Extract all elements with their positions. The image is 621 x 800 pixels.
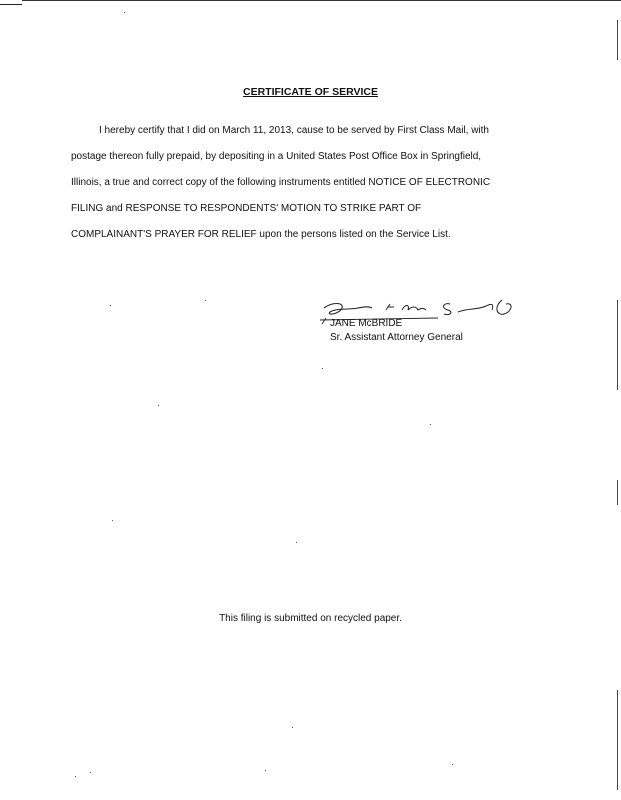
body-line: postage thereon fully prepaid, by depositing in a United States Post Office Box in Springfield,	[71, 151, 482, 162]
edge-mark	[617, 690, 618, 790]
document-title: CERTIFICATE OF SERVICE	[243, 86, 378, 98]
edge-mark	[617, 20, 618, 60]
body-line: I hereby certify that I did on March 11, 2013, cause to be served by First Class Mail, with	[99, 125, 489, 136]
scan-speck	[112, 520, 113, 521]
scan-speck	[430, 424, 431, 425]
scan-speck	[292, 727, 293, 728]
scan-speck	[75, 776, 76, 777]
scan-speck	[110, 305, 111, 306]
signer-title: Sr. Assistant Attorney General	[330, 332, 463, 343]
scan-speck	[322, 368, 323, 369]
scan-speck	[265, 770, 266, 771]
body-line: FILING and RESPONSE TO RESPONDENTS' MOTION TO STRIKE PART OF	[71, 203, 422, 214]
scan-speck	[205, 300, 206, 301]
body-line: Illinois, a true and correct copy of the following instruments entitled NOTICE OF ELECTRONIC	[71, 177, 491, 188]
edge-mark	[617, 480, 618, 505]
scan-speck	[124, 12, 125, 13]
scan-speck	[296, 542, 297, 543]
certificate-body	[71, 118, 549, 248]
edge-mark	[617, 300, 618, 390]
top-border-line	[22, 0, 621, 1]
body-line: COMPLAINANT'S PRAYER FOR RELIEF upon the persons listed on the Service List.	[71, 229, 451, 240]
scan-speck	[452, 764, 453, 765]
recycled-paper-note: This filing is submitted on recycled paper.	[219, 613, 402, 624]
signer-name: JANE McBRIDE	[330, 318, 403, 329]
scan-speck	[158, 405, 159, 406]
top-rule	[0, 4, 22, 5]
scan-speck	[90, 772, 91, 773]
